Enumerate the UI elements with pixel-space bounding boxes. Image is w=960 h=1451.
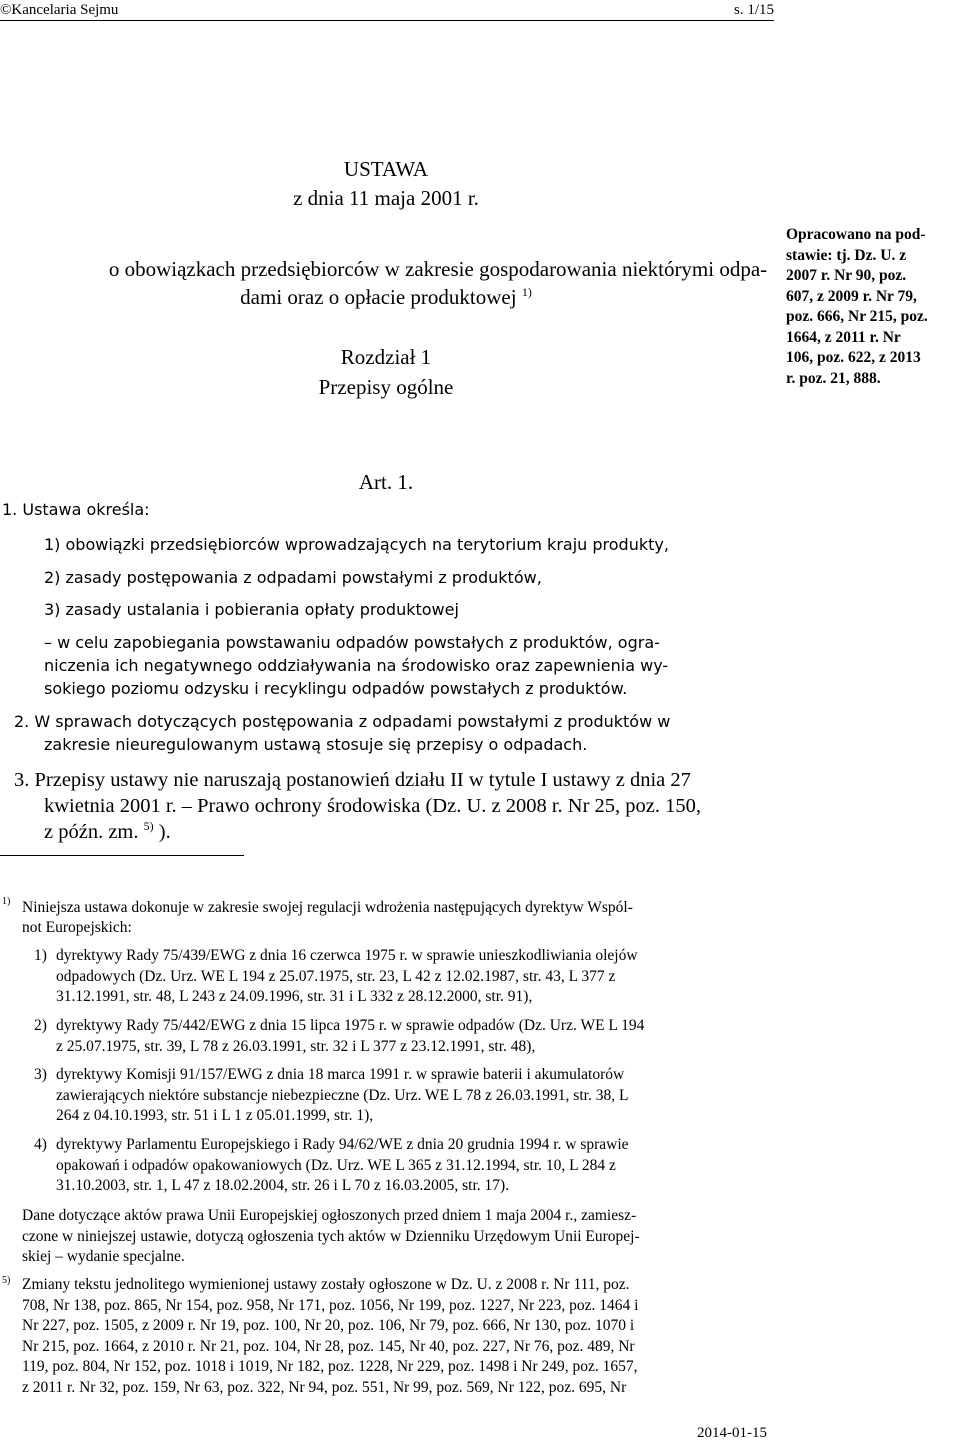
page-number: s. 1/15: [734, 2, 775, 18]
directive-line: odpadowych (Dz. Urz. WE L 194 z 25.07.1975, str. 23, L 42 z 12.02.1987, str. 43, L 377 z: [56, 967, 616, 985]
directive-number: 1): [34, 947, 47, 964]
source-note-line: 1664, z 2011 r. Nr: [786, 328, 901, 346]
publisher-label: ©Kancelaria Sejmu: [0, 2, 119, 18]
article-paragraph-2-line: zakresie nieuregulowanym ustawą stosuje się przepisy o odpadach.: [44, 735, 588, 754]
footnote-5: [22, 1275, 638, 1398]
footnote-5-line: 708, Nr 138, poz. 865, Nr 154, poz. 958, Nr 171, poz. 1056, Nr 199, poz. 1227, Nr 223, poz. 1464 i: [22, 1296, 639, 1314]
article-item-2: 2) zasady postępowania z odpadami powstałymi z produktów,: [44, 568, 542, 587]
article-paragraph-3-close: ).: [158, 821, 171, 843]
article-item-3: 3) zasady ustalania i pobierania opłaty produktowej: [44, 600, 459, 619]
footnote-ref-1: 1): [521, 285, 532, 299]
article-paragraph-2-line: 2. W sprawach dotyczących postępowania z odpadami powstałymi z produktów w: [14, 712, 671, 731]
directive-line: 31.12.1991, str. 48, L 243 z 24.09.1996, str. 31 i L 332 z 28.12.2000, str. 91),: [56, 988, 533, 1005]
source-note-line: Opracowano na pod-: [786, 226, 926, 243]
source-note-line: 2007 r. Nr 90, poz.: [786, 267, 907, 284]
directive-line: z 25.07.1975, str. 39, L 78 z 26.03.1991, str. 32 i L 377 z 23.12.1991, str. 48),: [56, 1037, 536, 1055]
act-subject-line2: [88, 284, 684, 311]
act-type: USTAWA: [343, 157, 429, 181]
act-date: z dnia 11 maja 2001 r.: [293, 186, 479, 210]
header-divider: [0, 20, 774, 21]
directive-line: opakowań i odpadów opakowaniowych (Dz. Urz. WE L 365 z 31.12.1994, str. 10, L 284 z: [56, 1156, 616, 1174]
source-note-line: stawie: tj. Dz. U. z: [786, 246, 907, 264]
article-tail-line: niczenia ich negatywnego oddziaływania na środowisko oraz zapewnienia wy-: [44, 656, 669, 675]
footnote-1-tail-line: czone w niniejszej ustawie, dotyczą ogłoszenia tych aktów w Dzienniku Urzędowym Unii Europej-: [22, 1227, 640, 1245]
chapter-number: Rozdział 1: [340, 345, 432, 369]
footnote-5-line: z 2011 r. Nr 32, poz. 159, Nr 63, poz. 322, Nr 94, poz. 551, Nr 99, poz. 569, Nr 122, poz. 695, Nr: [22, 1378, 627, 1396]
publication-date: 2014-01-15: [697, 1425, 767, 1441]
directive-line: dyrektywy Parlamentu Europejskiego i Rady 94/62/WE z dnia 20 grudnia 1994 r. w sprawie: [56, 1136, 629, 1153]
article-tail-line: sokiego poziomu odzysku i recyklingu odpadów powstałych z produktów.: [44, 679, 628, 698]
source-note-line: r. poz. 21, 888.: [786, 369, 881, 387]
directive-line: dyrektywy Komisji 91/157/EWG z dnia 18 marca 1991 r. w sprawie baterii i akumulatorów: [56, 1066, 625, 1083]
footnote-5-line: Zmiany tekstu jednolitego wymienionej ustawy zostały ogłoszone w Dz. U. z 2008 r. Nr 111, poz.: [22, 1276, 630, 1293]
directive-line: zawierających niektóre substancje niebezpieczne (Dz. Urz. WE L 78 z 26.03.1991, str. 38, L: [56, 1086, 629, 1104]
directive-number: 2): [34, 1017, 47, 1034]
article-paragraph-3-line: kwietnia 2001 r. – Prawo ochrony środowiska (Dz. U. z 2008 r. Nr 25, poz. 150,: [44, 795, 702, 817]
directive-line: 264 z 04.10.1993, str. 51 i L 1 z 05.01.1999, str. 1),: [56, 1107, 374, 1124]
act-subject-line1: o obowiązkach przedsiębiorców w zakresie gospodarowania niektórymi odpa-: [108, 257, 768, 281]
footnote-divider: [0, 855, 244, 856]
source-note: [786, 225, 960, 389]
footnote-5-line: 119, poz. 804, Nr 152, poz. 1018 i 1019, Nr 182, poz. 1228, Nr 229, poz. 1498 i Nr 249, poz. 1657,: [22, 1358, 638, 1375]
article-paragraph-3-line: z późn. zm.: [44, 821, 139, 843]
footnote-1-mark: 1): [2, 896, 11, 907]
article-paragraph-3-end: [44, 820, 171, 845]
article-heading: Art. 1.: [358, 470, 414, 494]
footnote-5-line: Nr 215, poz. 1664, z 2010 r. Nr 21, poz. 104, Nr 28, poz. 145, Nr 40, poz. 227, Nr 76, poz. 489, Nr: [22, 1337, 635, 1355]
footnote-1-tail-line: skiej – wydanie specjalne.: [22, 1248, 185, 1265]
footnote-1-line: not Europejskich:: [22, 919, 132, 936]
directive-number: 3): [34, 1066, 47, 1083]
directive-number: 4): [34, 1136, 47, 1153]
directive-line: dyrektywy Rady 75/439/EWG z dnia 16 czerwca 1975 r. w sprawie unieszkodliwiania olejów: [56, 947, 638, 964]
footnote-1-tail-line: Dane dotyczące aktów prawa Unii Europejskiej ogłoszonych przed dniem 1 maja 2004 r., zamiesz-: [22, 1207, 637, 1224]
article-item-1: 1) obowiązki przedsiębiorców wprowadzających na terytorium kraju produkty,: [44, 535, 669, 554]
source-note-line: 106, poz. 622, z 2013: [786, 349, 921, 366]
article-tail-line: – w celu zapobiegania powstawaniu odpadów powstałych z produktów, ogra-: [44, 633, 660, 652]
footnote-5-mark: 5): [2, 1275, 11, 1286]
source-note-line: poz. 666, Nr 215, poz.: [786, 308, 928, 325]
article-paragraph-1-intro: 1. Ustawa określa:: [2, 500, 150, 519]
directive-line: dyrektywy Rady 75/442/EWG z dnia 15 lipca 1975 r. w sprawie odpadów (Dz. Urz. WE L 194: [56, 1017, 645, 1034]
footnote-1-tail: [22, 1206, 640, 1268]
article-paragraph-3-line: 3. Przepisy ustawy nie naruszają postanowień działu II w tytule I ustawy z dnia 27: [14, 769, 691, 791]
act-subject-text: dami oraz o opłacie produktowej: [240, 285, 517, 309]
directive-line: 31.10.2003, str. 1, L 47 z 18.02.2004, str. 26 i L 70 z 16.03.2005, str. 17).: [56, 1177, 510, 1194]
source-note-line: 607, z 2009 r. Nr 79,: [786, 287, 917, 305]
footnote-ref-5: 5): [143, 819, 154, 834]
chapter-name: Przepisy ogólne: [318, 375, 454, 399]
footnote-5-line: Nr 227, poz. 1505, z 2009 r. Nr 19, poz. 100, Nr 20, poz. 106, Nr 79, poz. 666, Nr 130, poz. 1070 i: [22, 1317, 635, 1334]
footnote-1-line: Niniejsza ustawa dokonuje w zakresie swojej regulacji wdrożenia następujących dyrektyw Wspól-: [22, 899, 633, 916]
